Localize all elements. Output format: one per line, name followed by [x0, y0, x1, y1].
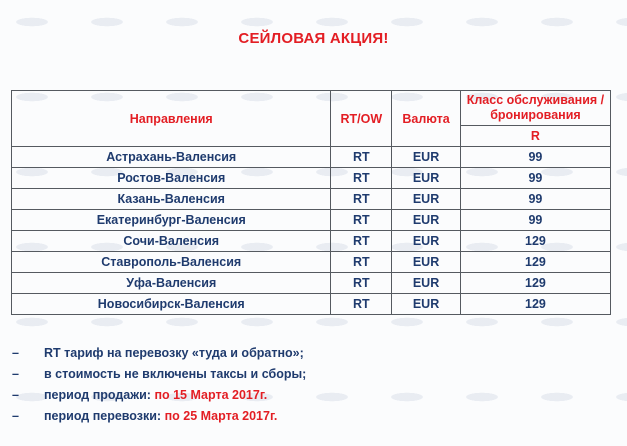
note-text: RT тариф на перевозку «туда и обратно»; [44, 346, 304, 360]
cell-direction: Ставрополь-Валенсия [12, 252, 331, 273]
cell-currency: EUR [392, 189, 461, 210]
table-row [12, 294, 611, 315]
cell-trip-type: RT [331, 210, 392, 231]
cell-direction: Екатеринбург-Валенсия [12, 210, 331, 231]
cell-trip-type: RT [331, 273, 392, 294]
table-row [12, 273, 611, 294]
cell-trip-type: RT [331, 252, 392, 273]
conditions-list [12, 343, 306, 427]
cell-trip-type: RT [331, 168, 392, 189]
cell-direction: Астрахань-Валенсия [12, 147, 331, 168]
cell-direction: Сочи-Валенсия [12, 231, 331, 252]
fares-table [11, 90, 611, 315]
table-row [12, 147, 611, 168]
note-label: период продажи: [44, 388, 155, 402]
cell-trip-type: RT [331, 147, 392, 168]
table-row [12, 168, 611, 189]
cell-price: 99 [460, 147, 610, 168]
cell-currency: EUR [392, 231, 461, 252]
bullet-dash: – [12, 409, 19, 423]
cell-price: 129 [460, 273, 610, 294]
bullet-dash: – [12, 367, 19, 381]
note-label: период перевозки: [44, 409, 165, 423]
sale-period-value: по 15 Марта 2017г. [154, 388, 268, 402]
cell-direction: Ростов-Валенсия [12, 168, 331, 189]
cell-direction: Казань-Валенсия [12, 189, 331, 210]
list-item [12, 406, 306, 427]
fares-table-body [12, 147, 611, 315]
bullet-dash: – [12, 388, 19, 402]
cell-direction: Новосибирск-Валенсия [12, 294, 331, 315]
table-header-row [12, 91, 611, 126]
header-direction: Направления [12, 91, 331, 147]
bullet-dash: – [12, 346, 19, 360]
cell-currency: EUR [392, 294, 461, 315]
header-class: Класс обслуживания / бронирования [460, 91, 610, 126]
list-item [12, 343, 306, 364]
travel-period-value: по 25 Марта 2017г. [164, 409, 278, 423]
table-row [12, 231, 611, 252]
cell-currency: EUR [392, 210, 461, 231]
cell-price: 129 [460, 252, 610, 273]
cell-currency: EUR [392, 147, 461, 168]
header-currency: Валюта [392, 91, 461, 147]
cell-price: 129 [460, 294, 610, 315]
cell-price: 99 [460, 168, 610, 189]
cell-price: 129 [460, 231, 610, 252]
header-class-code: R [460, 126, 610, 147]
table-row [12, 189, 611, 210]
header-trip-type: RT/OW [331, 91, 392, 147]
cell-price: 99 [460, 189, 610, 210]
table-row [12, 210, 611, 231]
list-item [12, 364, 306, 385]
cell-currency: EUR [392, 252, 461, 273]
page-title: СЕЙЛОВАЯ АКЦИЯ! [238, 30, 389, 47]
cell-price: 99 [460, 210, 610, 231]
note-text: в стоимость не включены таксы и сборы; [44, 367, 307, 381]
cell-direction: Уфа-Валенсия [12, 273, 331, 294]
cell-currency: EUR [392, 168, 461, 189]
cell-currency: EUR [392, 273, 461, 294]
cell-trip-type: RT [331, 294, 392, 315]
list-item [12, 385, 306, 406]
table-row [12, 252, 611, 273]
cell-trip-type: RT [331, 189, 392, 210]
cell-trip-type: RT [331, 231, 392, 252]
